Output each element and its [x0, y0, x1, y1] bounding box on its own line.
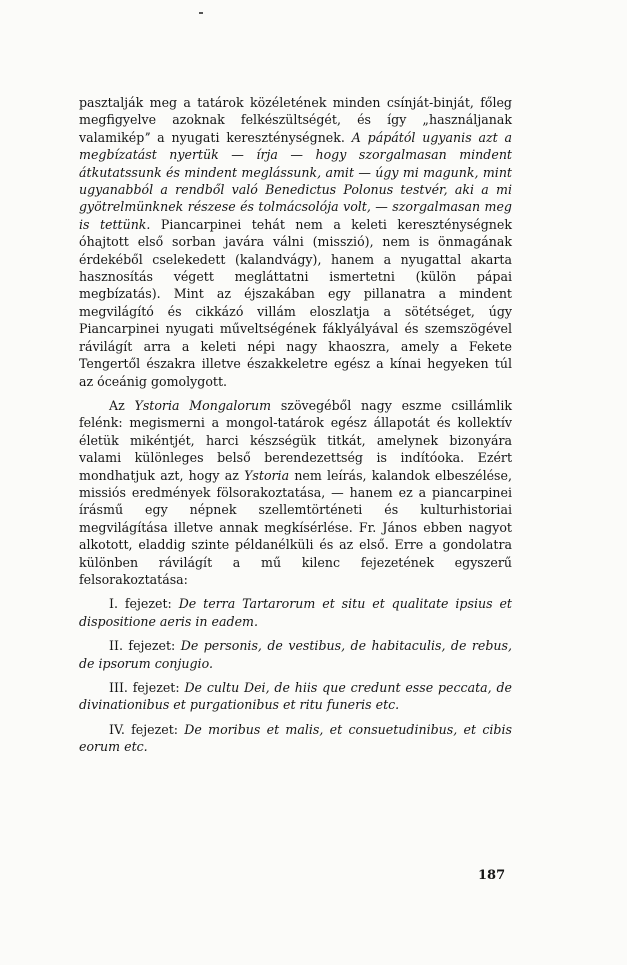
paragraph-1-rest: Piancarpinei tehát nem a keleti kereszténységnek óhajtott első sorban javára válni (misszió), nem is önmagának érdekéből cselekedett (kalandvágy), hanem a nyugattal akarta hasznosítás végett megláttatni ismertetni (külön pápai megbízatás). Mint az éjszakában egy pillanatra a mindent megvilágító és cikkázó villám eloszlatja a sötétséget, úgy Piancarpinei nyugati műveltségének fáklyályával és szemszögével rávilágít arra a keleti népi nagy khaoszra, amely a Fekete Tengertől északra illetve északkeletre egész a kínai hegyeken túl az óceánig gomolygott. — [79, 216, 512, 389]
paragraph-2-part-3: nem leírás, kalandok elbeszélése, missiós eredmények fölsorakoztatása, — hanem ez a piancarpinei írásmű egy népnek szellemtörténeti és kulturhistoriai megvilágítása illetve annak megkísérlése. Fr. János ebben nagyot alkotott, eladdig szinte példanélküli és az első. Erre a gondolatra különben rávilágít a mű kilenc fejezetének egyszerű felsorakoztatása: — [79, 467, 512, 587]
chapter-item — [79, 637, 512, 672]
page-number: 187 — [478, 868, 506, 883]
paragraph-2-title-2: Ystoria — [244, 467, 290, 483]
chapter-title: De personis, de vestibus, de habitaculis, de rebus, de ipsorum conjugio. — [79, 638, 512, 671]
paragraph-1-intro: pasztalják meg a tatárok közéletének minden csínját-binját, főleg megfigyelve azoknak felkészültségét, és így „használjanak valamiképˮ a nyugati kereszténységnek. — [79, 95, 512, 145]
chapter-label: III. fejezet: — [109, 680, 180, 695]
paragraph-1 — [79, 94, 512, 390]
paragraph-2 — [79, 397, 512, 588]
paragraph-2-part-2: szövegéből nagy eszme csillámlik felénk: megismerni a mongol-tatárok egész állapotát és kollektív életük mikéntjét, harci készségük titkát, amelynek bizonyára valami különleges belső berendezettség is indítóoka. Ezért mondhatjuk azt, hogy az — [79, 397, 513, 483]
chapter-title: De cultu Dei, de hiis que credunt esse peccata, de divinationibus et purgationibus et ritu funeris etc. — [79, 680, 513, 713]
chapter-item — [79, 679, 512, 714]
chapter-item — [79, 595, 512, 630]
chapter-item — [79, 721, 512, 756]
paragraph-2-part-1: Az — [109, 397, 125, 413]
chapter-title: De terra Tartarorum et situ et qualitate ipsius et dispositione aeris in eadem. — [79, 596, 512, 629]
paragraph-2-title-1: Ystoria Mongalorum — [134, 397, 272, 413]
chapter-title: De moribus et malis, et consuetudinibus, et cibis eorum etc. — [79, 721, 512, 755]
chapter-label: II. fejezet: — [109, 638, 176, 654]
chapter-label: IV. fejezet: — [109, 721, 179, 737]
body-text — [79, 94, 512, 756]
chapter-label: I. fejezet: — [109, 596, 172, 612]
paragraph-1-quote: A pápától ugyanis azt a megbízatást nyertük — írja — hogy szorgalmasan mindent átkutatssunk és mindent meglássunk, amit — úgy mi magunk, mint ugyanabból a rendből való Benedictus Polonus testvér, aki a mi gyötrelmünknek részese és tolmácsolója volt, — szorgalmasan meg is tettünk. — [79, 129, 512, 232]
page-mark — [199, 12, 203, 14]
